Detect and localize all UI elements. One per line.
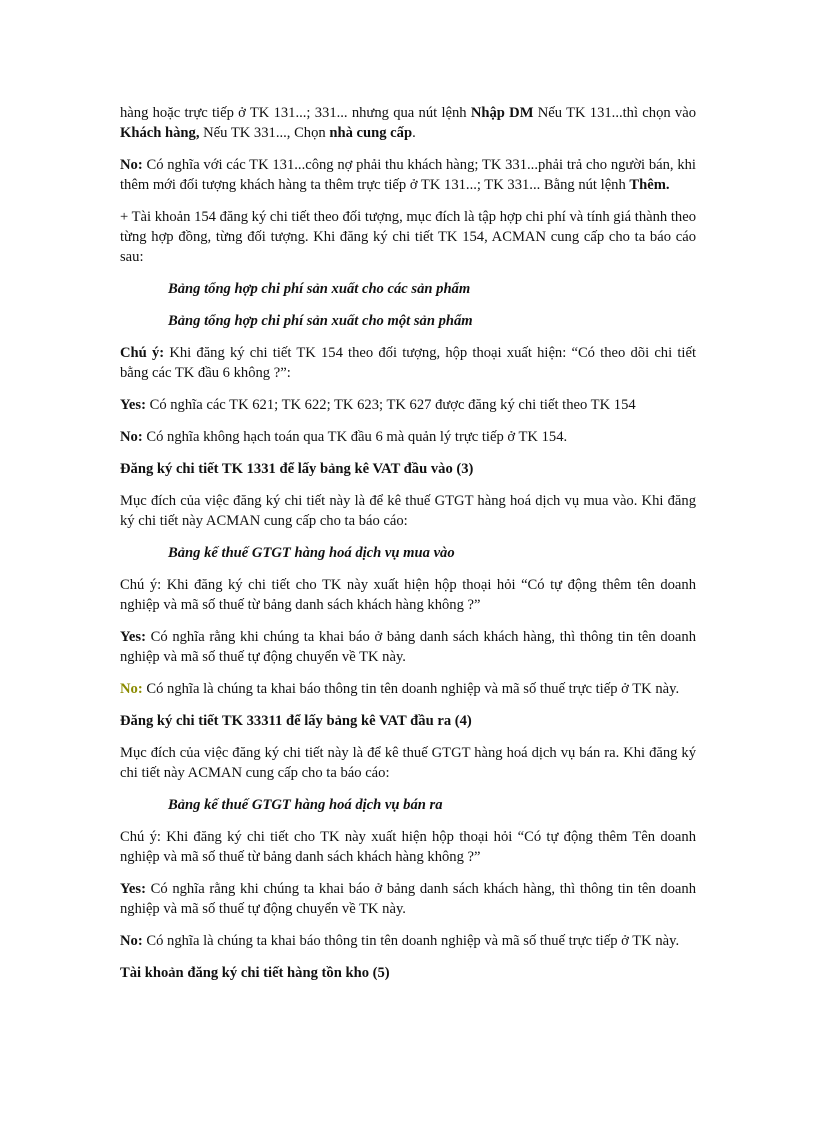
- text: Khi đăng ký chi tiết TK 154 theo đối tượng, hộp thoại xuất hiện: “Có theo dõi chi tiết bằng các TK đầu 6 không ?”:: [120, 345, 696, 381]
- text: Có nghĩa là chúng ta khai báo thông tin tên doanh nghiệp và mã số thuế trực tiếp ở TK này.: [142, 933, 680, 949]
- bold-term-nha-cung-cap: nhà cung cấp: [329, 125, 413, 141]
- no-label: No:: [120, 933, 143, 949]
- paragraph-yes-option-1: [120, 395, 696, 415]
- bold-term-nhap-dm: Nhập DM: [470, 105, 534, 121]
- report-title-1: Bảng tổng hợp chi phí sản xuất cho các sản phẩm: [168, 281, 471, 297]
- paragraph-note-154: [120, 343, 696, 383]
- paragraph-purpose-1331: Mục đích của việc đăng ký chi tiết này là để kê thuế GTGT hàng hoá dịch vụ mua vào. Khi đăng ký chi tiết này ACMAN cung cấp cho ta báo cáo:: [120, 493, 696, 529]
- bold-term-them: Thêm.: [629, 177, 670, 193]
- paragraph-no-option-2: [120, 427, 696, 447]
- text: Nếu TK 331..., Chọn: [199, 125, 330, 141]
- section-heading-inventory: Tài khoản đăng ký chi tiết hàng tồn kho (5): [120, 965, 390, 981]
- paragraph-no-option-1: [120, 155, 696, 195]
- no-label: No:: [120, 157, 143, 173]
- text: Có nghĩa với các TK 131...công nợ phải thu khách hàng; TK 331...phải trả cho người bán, khi thêm mới đối tượng khách hàng ta thêm trực tiếp ở TK 131...; TK 331... Bằng nút lệnh: [120, 157, 696, 193]
- text: .: [412, 125, 416, 141]
- text: Có nghĩa rằng khi chúng ta khai báo ở bảng danh sách khách hàng, thì thông tin tên doanh nghiệp và mã số thuế tự động chuyển về TK này.: [120, 881, 696, 917]
- paragraph-no-option-3: [120, 679, 696, 699]
- yes-label: Yes:: [120, 397, 146, 413]
- paragraph-yes-option-3: [120, 879, 696, 919]
- yes-label: Yes:: [120, 881, 146, 897]
- report-title-2: Bảng tổng hợp chi phí sản xuất cho một sản phẩm: [168, 313, 473, 329]
- paragraph-import-directory: [120, 103, 696, 143]
- paragraph-purpose-33311: Mục đích của việc đăng ký chi tiết này là để kê thuế GTGT hàng hoá dịch vụ bán ra. Khi đăng ký chi tiết này ACMAN cung cấp cho ta báo cáo:: [120, 745, 696, 781]
- text: Có nghĩa không hạch toán qua TK đầu 6 mà quản lý trực tiếp ở TK 154.: [142, 429, 568, 445]
- paragraph-note-1331: Chú ý: Khi đăng ký chi tiết cho TK này xuất hiện hộp thoại hỏi “Có tự động thêm tên doanh nghiệp và mã số thuế từ bảng danh sách khách hàng không ?”: [120, 577, 696, 613]
- report-title-3: Bảng kế thuế GTGT hàng hoá dịch vụ mua vào: [168, 545, 455, 561]
- paragraph-yes-option-2: [120, 627, 696, 667]
- text: Nếu TK 131...thì chọn vào: [533, 105, 696, 121]
- text: hàng hoặc trực tiếp ở TK 131...; 331... nhưng qua nút lệnh: [120, 105, 471, 121]
- report-title-4: Bảng kế thuế GTGT hàng hoá dịch vụ bán ra: [168, 797, 443, 813]
- text: Có nghĩa là chúng ta khai báo thông tin tên doanh nghiệp và mã số thuế trực tiếp ở TK này.: [142, 681, 680, 697]
- section-heading-1331: Đăng ký chi tiết TK 1331 để lấy bảng kê VAT đầu vào (3): [120, 461, 474, 477]
- paragraph-no-option-4: [120, 931, 696, 951]
- bold-term-khach-hang: Khách hàng,: [120, 125, 200, 141]
- no-label: No:: [120, 429, 143, 445]
- text: Có nghĩa các TK 621; TK 622; TK 623; TK 627 được đăng ký chi tiết theo TK 154: [145, 397, 636, 413]
- text: Có nghĩa rằng khi chúng ta khai báo ở bảng danh sách khách hàng, thì thông tin tên doanh nghiệp và mã số thuế tự động chuyển về TK này.: [120, 629, 696, 665]
- document-body: [120, 103, 696, 995]
- no-label: No:: [120, 681, 143, 697]
- paragraph-account-154: + Tài khoản 154 đăng ký chi tiết theo đối tượng, mục đích là tập hợp chi phí và tính giá thành theo từng hợp đồng, từng đối tượng. Khi đăng ký chi tiết TK 154, ACMAN cung cấp cho ta báo cáo sau:: [120, 209, 696, 265]
- section-heading-33311: Đăng ký chi tiết TK 33311 để lấy bảng kê VAT đầu ra (4): [120, 713, 472, 729]
- paragraph-note-33311: Chú ý: Khi đăng ký chi tiết cho TK này xuất hiện hộp thoại hỏi “Có tự động thêm Tên doanh nghiệp và mã số thuế từ bảng danh sách khách hàng không ?”: [120, 829, 696, 865]
- note-label: Chú ý:: [120, 345, 165, 361]
- yes-label: Yes:: [120, 629, 146, 645]
